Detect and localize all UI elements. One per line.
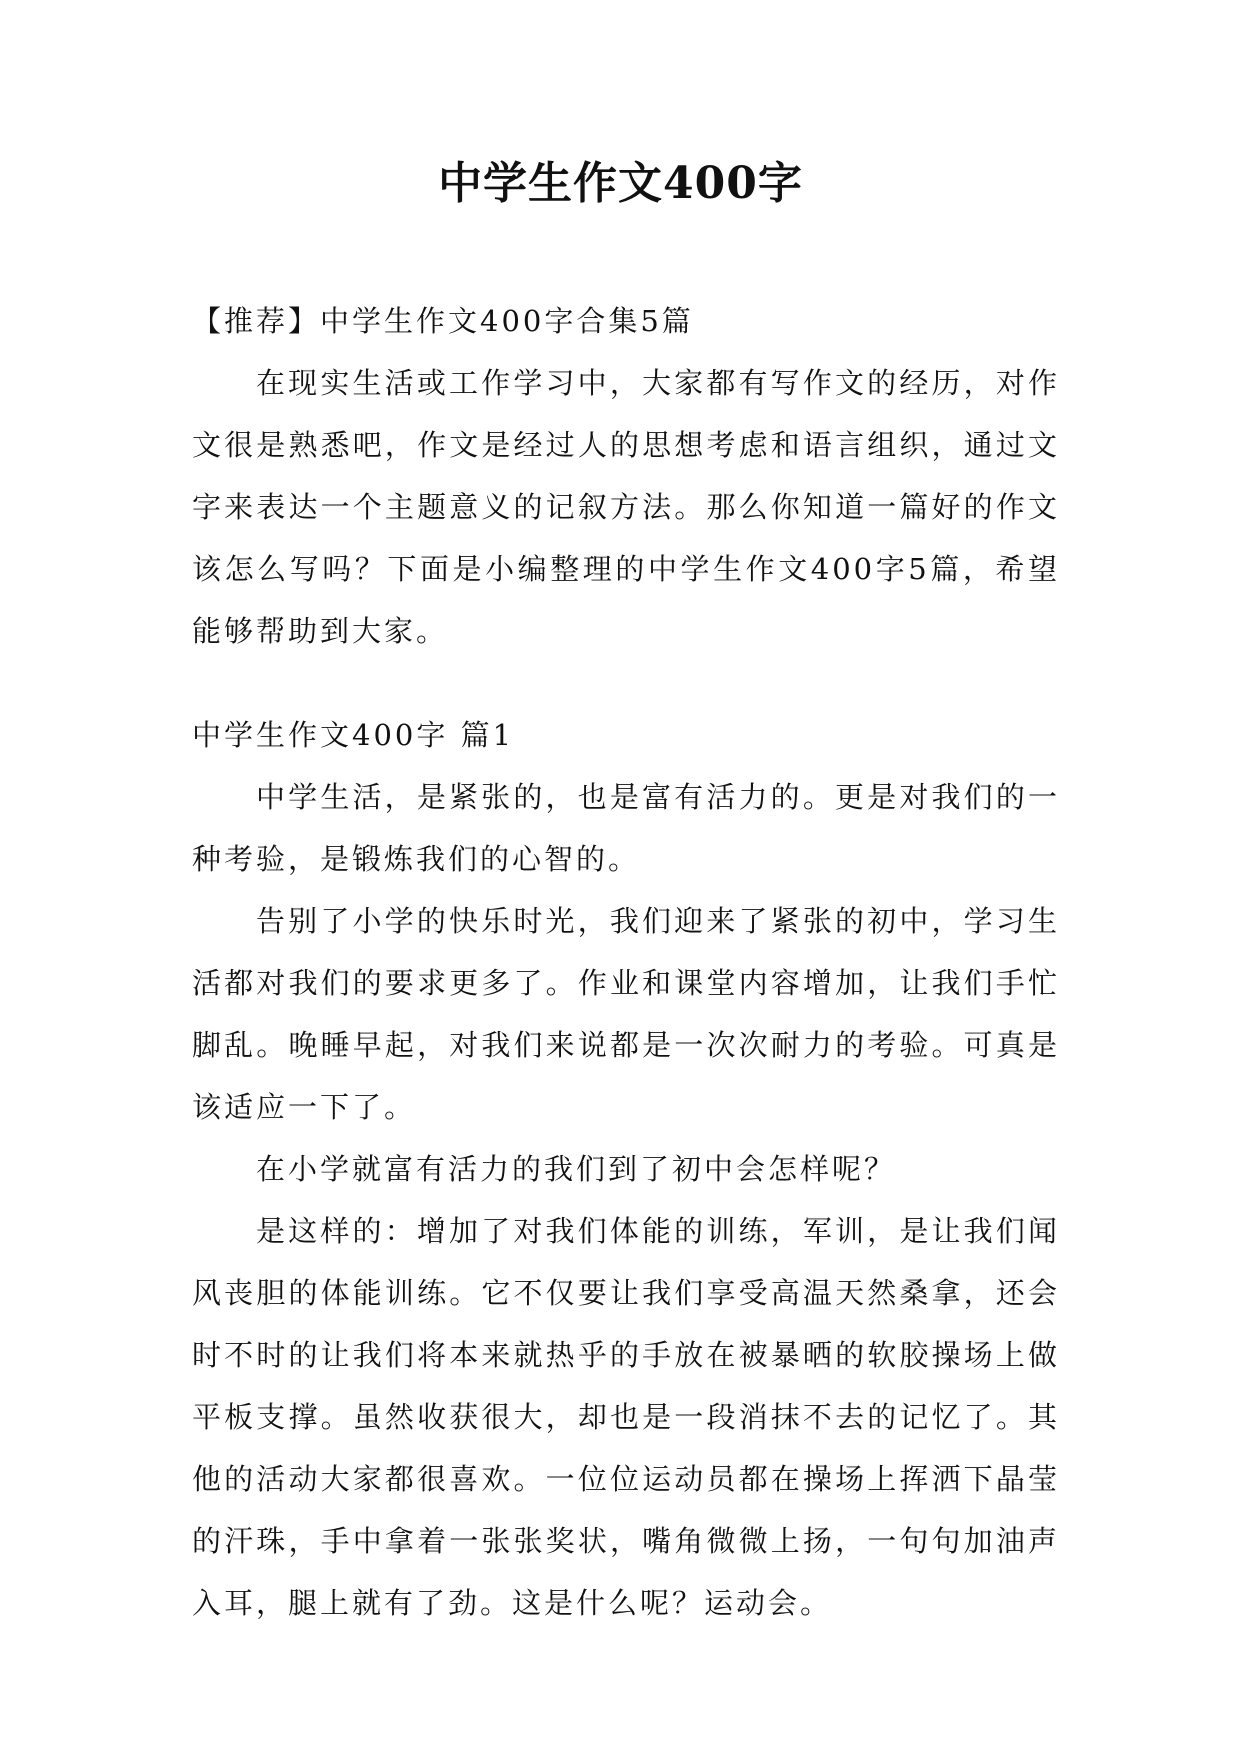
body-paragraph: 告别了小学的快乐时光，我们迎来了紧张的初中，学习生活都对我们的要求更多了。作业和课堂内容增加，让我们手忙脚乱。晚睡早起，对我们来说都是一次次耐力的考验。可真是该适应一下了。	[192, 904, 1060, 1124]
body-paragraph: 中学生活，是紧张的，也是富有活力的。更是对我们的一种考验，是锻炼我们的心智的。	[192, 780, 1060, 876]
document-title: 中学生作文400字	[438, 158, 803, 209]
body-paragraph: 在小学就富有活力的我们到了初中会怎样呢？	[256, 1152, 897, 1186]
section-heading: 中学生作文400字 篇1	[192, 718, 515, 752]
subtitle-line: 【推荐】中学生作文400字合集5篇	[192, 304, 694, 338]
body-paragraph: 是这样的：增加了对我们体能的训练，军训，是让我们闻风丧胆的体能训练。它不仅要让我们享受高温天然桑拿，还会时不时的让我们将本来就热乎的手放在被暴晒的软胶操场上做平板支撑。虽然收获很大，却也是一段消抹不去的记忆了。其他的活动大家都很喜欢。一位位运动员都在操场上挥洒下晶莹的汗珠，手中拿着一张张奖状，嘴角微微上扬，一句句加油声入耳，腿上就有了劲。这是什么呢？运动会。	[192, 1214, 1060, 1620]
intro-paragraph: 在现实生活或工作学习中，大家都有写作文的经历，对作文很是熟悉吧，作文是经过人的思想考虑和语言组织，通过文字来表达一个主题意义的记叙方法。那么你知道一篇好的作文该怎么写吗？下面是小编整理的中学生作文400字5篇，希望能够帮助到大家。	[192, 366, 1060, 648]
document-body	[192, 290, 1060, 1634]
